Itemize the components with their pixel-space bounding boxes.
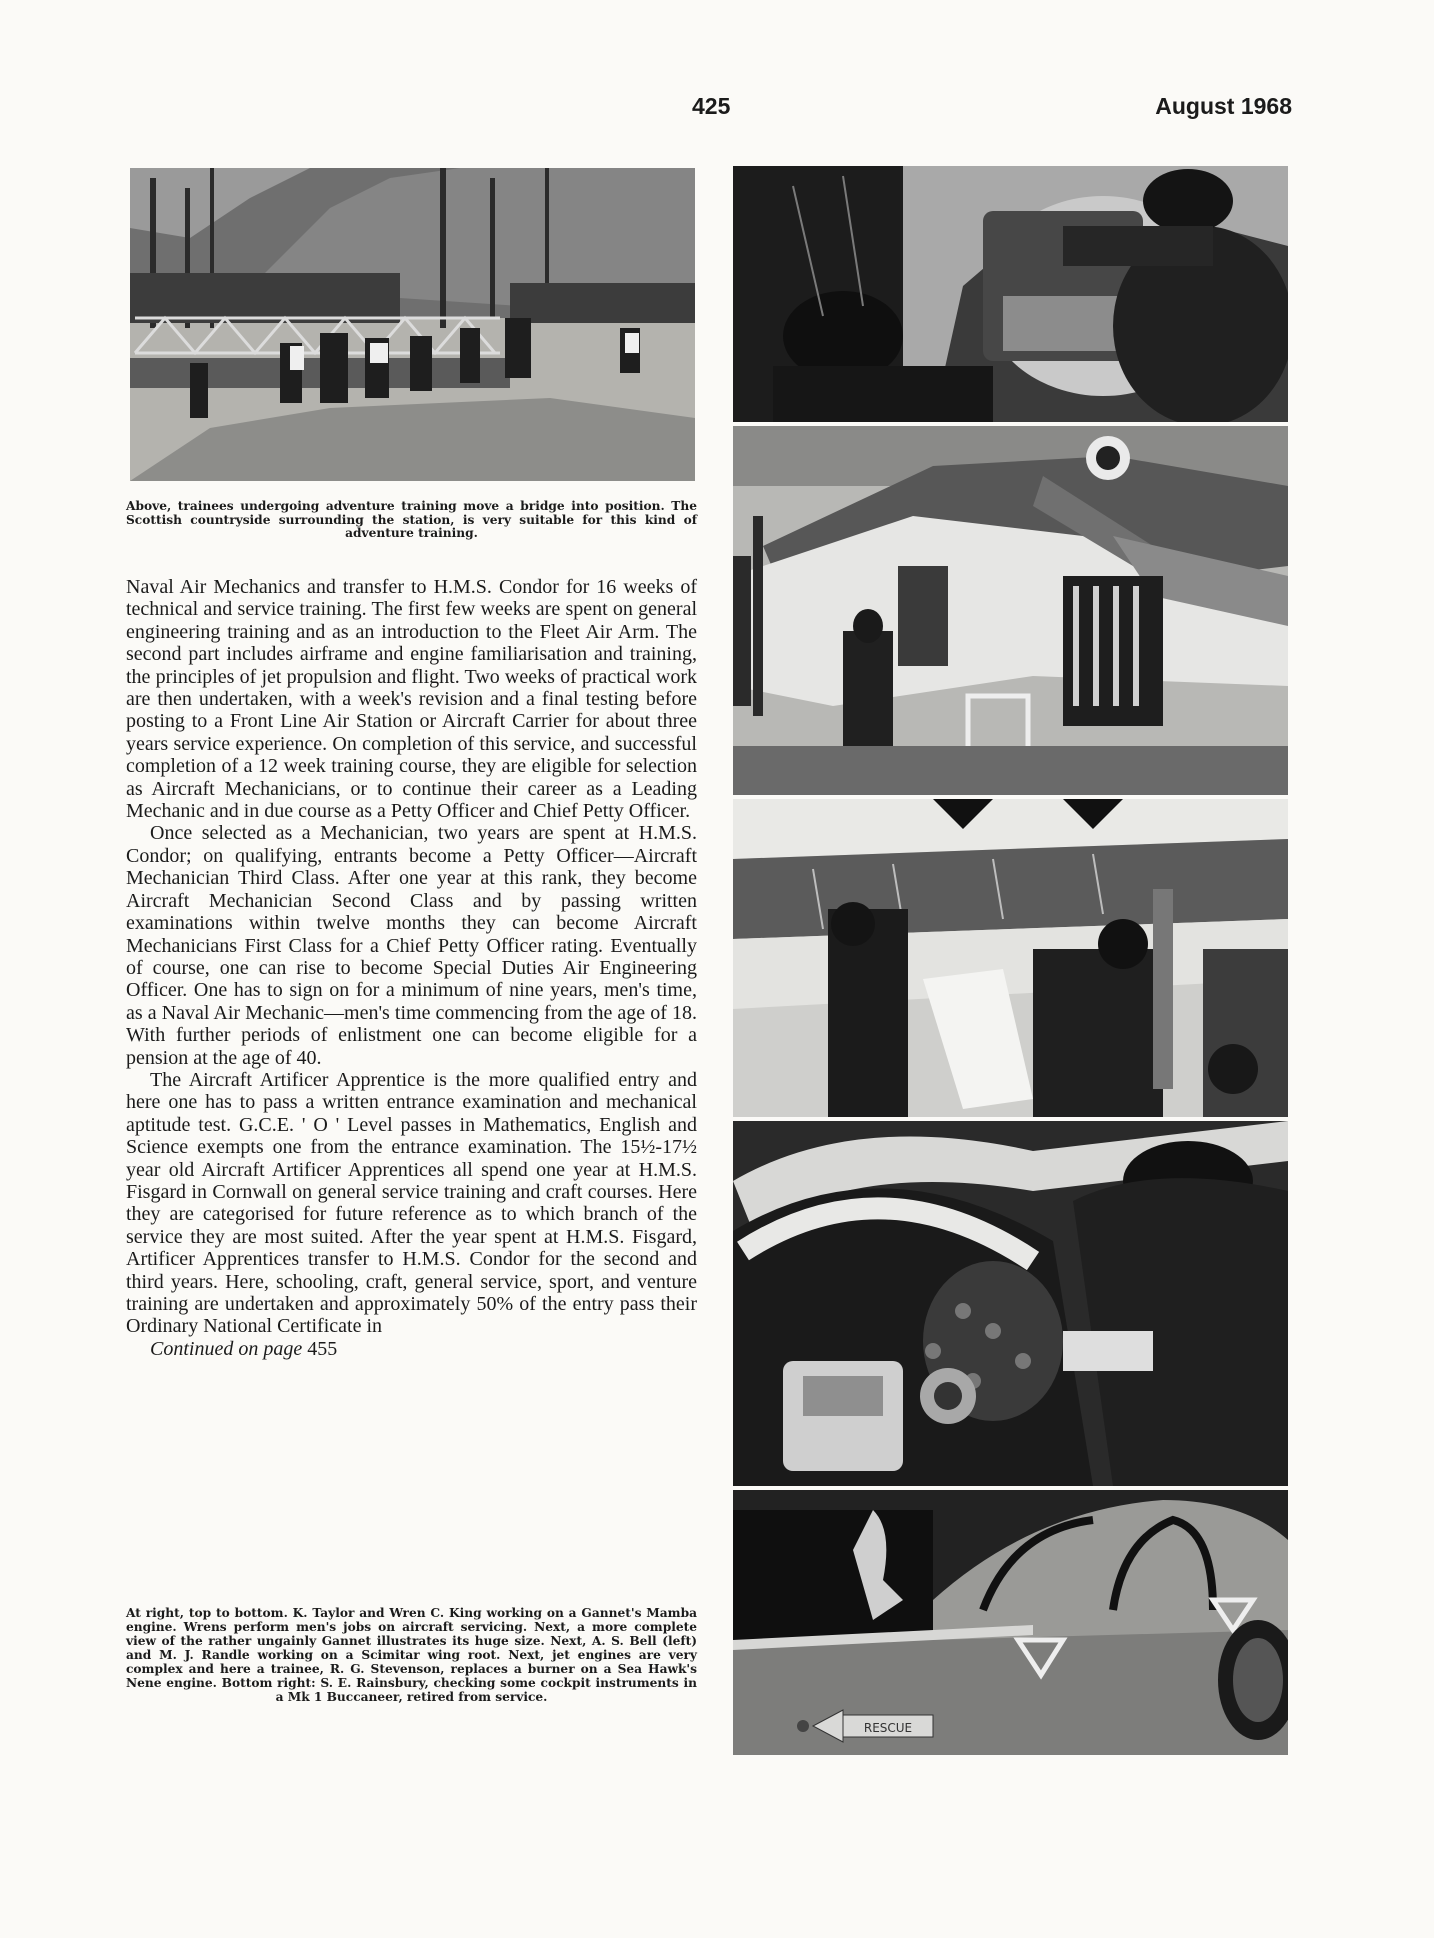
- right-photos-caption: At right, top to bottom. K. Taylor and Wren C. King working on a Gannet's Mamba engine. Wrens perform men's jobs on aircraft servicing. Next, a more complete view of the rather ungainly Gannet illustrates its huge size. Next, A. S. Bell (left) and M. J. Randle working on a Scimitar wing root. Next, jet engines are very complex and here a trainee, R. G. Stevenson, replaces a burner on a Sea Hawk's Nene engine. Bottom right: S. E. Rainsbury, checking some cockpit instruments in a Mk 1 Buccaneer, retired from service.: [126, 1606, 697, 1704]
- buccaneer-cockpit-photo: [733, 1490, 1288, 1755]
- nene-engine-photo: [733, 1121, 1288, 1486]
- article-paragraph: Once selected as a Mechanician, two years are spent at H.M.S. Condor; on qualifying, entrants become a Petty Officer—Aircraft Mechanician Third Class. After one year at this rank, they become Aircraft Mechanician Second Class and by passing written examinations within twelve months they can become Aircraft Mechanicians First Class for a Chief Petty Officer rating. Eventually of course, one can rise to become Special Duties Air Engineering Officer. One has to sign on for a minimum of nine years, men's time, as a Naval Air Mechanic—men's time commencing from the age of 18. With further periods of enlistment one can become eligible for a pension at the age of 40.: [126, 822, 697, 1069]
- continued-page-number: 455: [307, 1337, 338, 1360]
- rescue-label: RESCUE: [863, 1721, 913, 1735]
- page-header: [0, 93, 1434, 123]
- page-number: 425: [692, 93, 731, 119]
- issue-date: August 1968: [1155, 93, 1292, 119]
- mamba-engine-photo: [733, 166, 1288, 422]
- article-paragraph: Naval Air Mechanics and transfer to H.M.S. Condor for 16 weeks of technical and service training. The first few weeks are spent on general engineering training and as an introduction to the Fleet Air Arm. The second part includes airframe and engine familiarisation and training, the principles of jet propulsion and flight. Two weeks of practical work are then undertaken, with a week's revision and a final testing before posting to a Front Line Air Station or Aircraft Carrier for about three years service experience. On completion of this service, and successful completion of a 12 week training course, they are eligible for selection as Aircraft Mechanicians, or to continue their career as a Leading Mechanic and in due course as a Petty Officer and Chief Petty Officer.: [126, 576, 697, 823]
- scimitar-wing-photo: [733, 799, 1288, 1117]
- bridge-photo: [130, 168, 695, 481]
- article-body: [126, 576, 697, 1360]
- continuation-line: [126, 1338, 697, 1360]
- gannet-photo: [733, 426, 1288, 795]
- continued-label: Continued on page: [150, 1337, 303, 1360]
- top-photo-caption: Above, trainees undergoing adventure training move a bridge into position. The Scottish countryside surrounding the station, is very suitable for this kind of adventure training.: [126, 499, 697, 540]
- article-paragraph: The Aircraft Artificer Apprentice is the more qualified entry and here one has to pass a written entrance examination and mechanical aptitude test. G.C.E. ' O ' Level passes in Mathematics, English and Science exempts one from the entrance examination. The 15½-17½ year old Aircraft Artificer Apprentices all spend one year at H.M.S. Fisgard in Cornwall on general service training and craft courses. Here they are categorised for future reference as to which branch of the service they are most suited. After the year spent at H.M.S. Fisgard, Artificer Apprentices transfer to H.M.S. Condor for the second and third years. Here, schooling, craft, general service, sport, and venture training are undertaken and approximately 50% of the entry pass their Ordinary National Certificate in: [126, 1068, 697, 1338]
